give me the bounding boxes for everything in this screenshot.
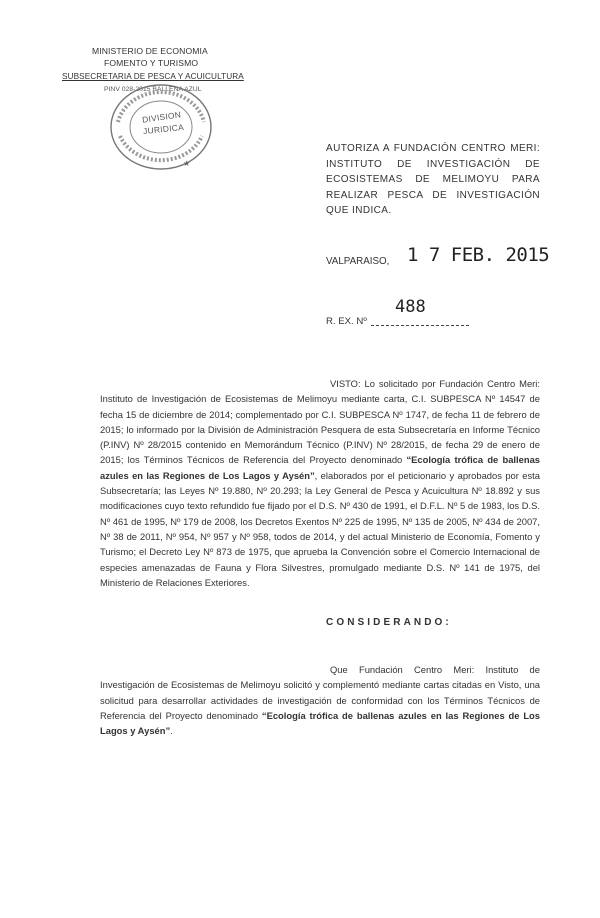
considerando-heading: CONSIDERANDO: [326, 617, 452, 628]
date-stamp: 1 7 FEB. 2015 [407, 244, 550, 266]
visto-label: VISTO: [330, 378, 361, 389]
place-label: VALPARAISO, [326, 256, 390, 267]
stamp-text-line2: JURIDICA [142, 121, 185, 137]
p1-project-title: “Ecología trófica de ballenas azules en las Regiones de Los Lagos y Aysén” [100, 709, 540, 737]
p1-text-b: . [170, 725, 173, 737]
stamp-text-line1: DIVISION [141, 109, 182, 125]
resolution-number-label: R. EX. Nº [326, 316, 367, 327]
visto-paragraph [100, 376, 540, 590]
subsecretaria-name: SUBSECRETARIA DE PESCA Y ACUICULTURA [62, 72, 244, 81]
resolution-number-line [371, 325, 469, 326]
visto-text-b: , elaborados por el peticionario y aprobados por esta Subsecretaría; las Leyes Nº 19.880, Nº 20.293; la Ley General de Pesca y Acuicultura Nº 18.892 y sus modificaciones cuyo texto refundido fue fijado por el D.S. Nº 430 de 1991, el D.F.L. Nº 5 de 1983, los D.S. Nº 461 de 1995, Nº 179 de 2008, los Decretos Exentos Nº 225 de 1995, Nº 135 de 2005, Nº 434 de 2007, Nº 38 de 2011, Nº 954, Nº 957 y Nº 958, todos de 2014, y del actual Ministerio de Economía, Fomento y Turismo; el Decreto Ley Nº 873 de 1975, que aprueba la Convención sobre el Comercio Internacional de especies amenazadas de Fauna y Flora Silvestres, promulgado mediante D.S. Nº 141 de 1975, del Ministerio de Relaciones Exteriores. [100, 469, 540, 588]
resolution-title: AUTORIZA A FUNDACIÓN CENTRO MERI: INSTITUTO DE INVESTIGACIÓN DE ECOSISTEMAS DE MELIMOYU PARA REALIZAR PESCA DE INVESTIGACIÓN QUE INDICA. [326, 143, 540, 216]
svg-text:★: ★ [183, 159, 191, 168]
considerando-paragraph-1 [100, 662, 540, 738]
division-juridica-stamp [108, 82, 214, 172]
visto-project-title: “Ecología trófica de ballenas azules en las Regiones de Los Lagos y Aysén” [100, 454, 540, 481]
visto-text-a: Lo solicitado por Fundación Centro Meri: Instituto de Investigación de Ecosistemas de Melimoyu mediante carta, C.I. SUBPESCA Nº 14547 de fecha 15 de diciembre de 2014; complementado por C.I. SUBPESCA Nº 1747, de fecha 11 de febrero de 2015; lo informado por la División de Administración Pesquera de esta Subsecretaría en Informe Técnico (P.INV) Nº 28/2015 contenido en Memorándum Técnico (P.INV) Nº 28/2015, de fecha 29 de enero de 2015; los Términos Técnicos de Referencia del Proyecto denominado [100, 378, 540, 466]
ministry-subname: FOMENTO Y TURISMO [104, 58, 199, 68]
ministry-name: MINISTERIO DE ECONOMIA [92, 46, 208, 56]
p1-text-a: Que Fundación Centro Meri: Instituto de Investigación de Ecosistemas de Melimoyu solicitó y complementó mediante cartas citadas en Visto, una solicitud para desarrollar actividades de investigación de conformidad con los Términos Técnicos de Referencia del Proyecto denominado [100, 664, 540, 721]
resolution-number: 488 [395, 297, 426, 317]
pinv-reference: PINV 028-2015 BALLENA AZUL [104, 86, 202, 93]
